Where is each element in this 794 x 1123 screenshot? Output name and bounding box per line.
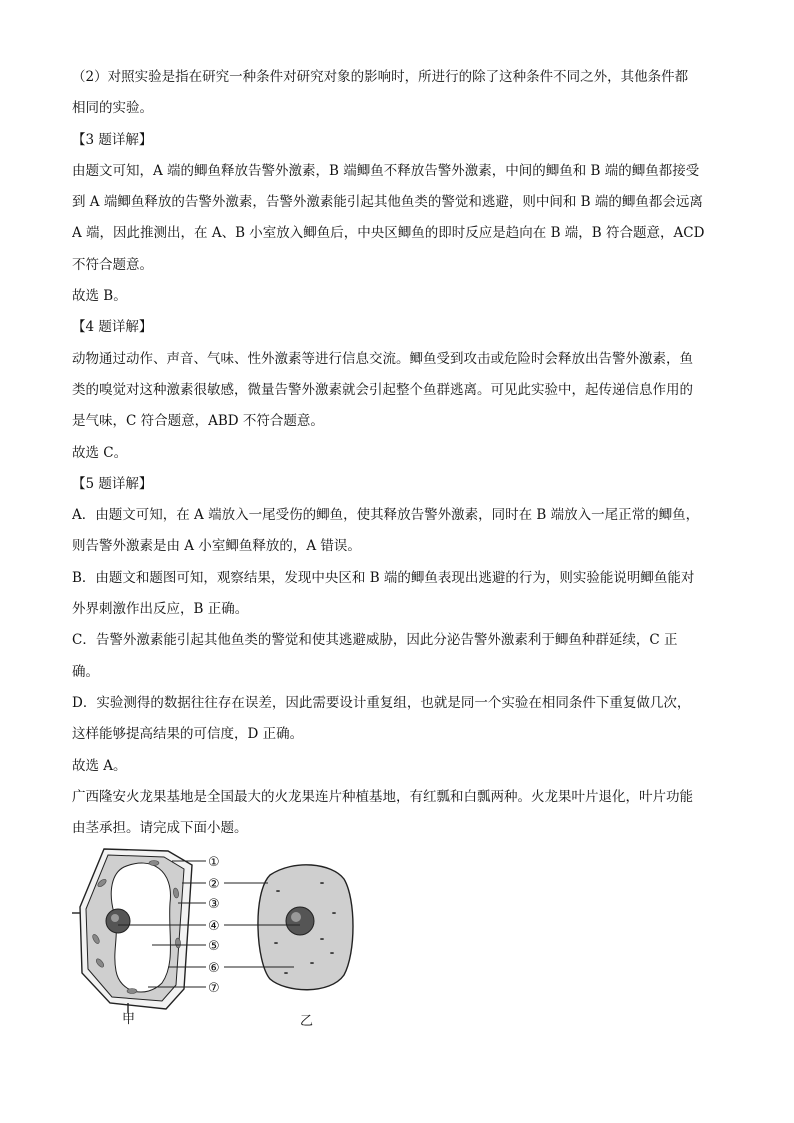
text-line: 确。 — [72, 663, 99, 680]
animal-cell — [258, 865, 353, 990]
text-line: 动物通过动作、声音、气味、性外激素等进行信息交流。鲫鱼受到攻击或危险时会释放出告警外激素，鱼 — [72, 350, 693, 367]
label-6: ⑥ — [208, 961, 220, 976]
text-line: B．由题文和题图可知，观察结果，发现中央区和 B 端的鲫鱼表现出逃避的行为，则实验能说明鲫鱼能对 — [72, 569, 695, 586]
section-heading: 【3 题详解】 — [72, 131, 153, 148]
label-5: ⑤ — [208, 939, 220, 954]
text-line: 类的嗅觉对这种激素很敏感，微量告警外激素就会引起整个鱼群逃离。可见此实验中，起传递信息作用的 — [72, 381, 693, 398]
text-line: 广西隆安火龙果基地是全国最大的火龙果连片种植基地，有红瓢和白瓢两种。火龙果叶片退化，叶片功能 — [72, 788, 693, 805]
document-body — [72, 64, 724, 846]
text-line: 由题文可知，A 端的鲫鱼释放告警外激素，B 端鲫鱼不释放告警外激素，中间的鲫鱼和 B 端的鲫鱼都接受 — [72, 162, 700, 179]
label-3: ③ — [208, 897, 220, 912]
text-line: A．由题文可知，在 A 端放入一尾受伤的鲫鱼，使其释放告警外激素，同时在 B 端放入一尾正常的鲫鱼， — [72, 507, 700, 524]
text-line: 由茎承担。请完成下面小题。 — [72, 820, 248, 837]
label-2: ② — [208, 877, 220, 892]
answer-line: 故选 C。 — [72, 444, 128, 461]
label-7: ⑦ — [208, 981, 220, 996]
text-line: 这样能够提高结果的可信度，D 正确。 — [72, 726, 304, 743]
answer-line: 故选 A。 — [72, 757, 127, 774]
label-1: ① — [208, 855, 220, 870]
text-line: D．实验测得的数据往往存在误差，因此需要设计重复组，也就是同一个实验在相同条件下重复做几次， — [72, 694, 691, 711]
text-line: 则告警外激素是由 A 小室鲫鱼释放的，A 错误。 — [72, 538, 361, 555]
caption-yi: 乙 — [300, 1014, 314, 1029]
caption-jia: 甲 — [122, 1012, 136, 1027]
text-line: C．告警外激素能引起其他鱼类的警觉和使其逃避威胁，因此分泌告警外激素利于鲫鱼种群延续，C 正 — [72, 632, 678, 649]
plant-cell — [72, 849, 192, 1013]
text-line: 是气味，C 符合题意，ABD 不符合题意。 — [72, 413, 324, 430]
text-line: （2）对照实验是指在研究一种条件对研究对象的影响时，所进行的除了这种条件不同之外，其他条件都 — [72, 69, 689, 85]
answer-line: 故选 B。 — [72, 288, 127, 305]
nucleus — [106, 909, 130, 933]
text-line: 外界刺激作出反应，B 正确。 — [72, 601, 249, 618]
text-line: 相同的实验。 — [72, 100, 153, 117]
cell-diagram — [72, 843, 372, 1033]
label-4: ④ — [208, 919, 220, 934]
section-heading: 【4 题详解】 — [72, 319, 153, 336]
text-line: A 端，因此推测出，在 A、B 小室放入鲫鱼后，中央区鲫鱼的即时反应是趋向在 B 端，B 符合题意，ACD — [72, 225, 705, 242]
section-heading: 【5 题详解】 — [72, 475, 153, 492]
text-line: 不符合题意。 — [72, 256, 153, 273]
text-line: 到 A 端鲫鱼释放的告警外激素，告警外激素能引起其他鱼类的警觉和逃避，则中间和 B 端的鲫鱼都会远离 — [72, 194, 703, 211]
animal-nucleus — [286, 907, 314, 935]
